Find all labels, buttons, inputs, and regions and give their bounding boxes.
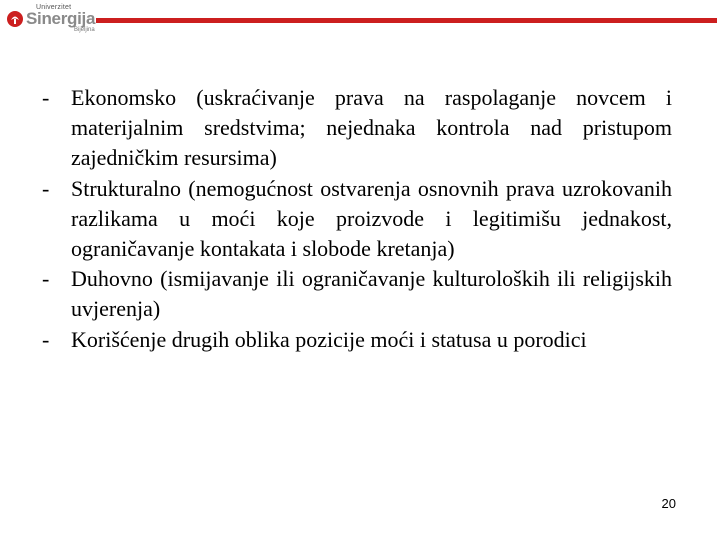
bullet-marker: - [42, 326, 50, 352]
bullet-text-structural: Strukturalno (nemogućnost ostvarenja osnovnih prava uzrokovanih razlikama u moći koje proizvode i legitimišu jednakost, ograničavanje kontakata i slobode kretanja) [71, 175, 672, 262]
bullet-text-status: Korišćenje drugih oblika pozicije moći i statusa u porodici [71, 326, 587, 352]
logo-subtext: Bijeljina [74, 27, 95, 33]
list-item [40, 325, 672, 355]
bullet-text-economic: Ekonomsko (uskraćivanje prava na raspolaganje novcem i materijalnim sredstvima; nejednaka kontrola nad pristupom zajedničkim resursima) [71, 85, 672, 171]
slide-header [0, 0, 720, 40]
list-item [40, 174, 672, 265]
university-logo [6, 4, 98, 34]
logo-name: Sinergija [26, 9, 96, 28]
bullet-text-spiritual: Duhovno (ismijavanje ili ograničavanje kulturoloških ili religijskih uvjerenja) [71, 266, 672, 322]
list-item [40, 264, 672, 324]
logo-top-text: Univerzitet [36, 4, 72, 11]
logo-emblem-icon [6, 10, 24, 28]
bullet-marker: - [42, 175, 50, 201]
bullet-marker: - [42, 85, 50, 110]
list-item [40, 83, 672, 174]
header-rule [96, 18, 717, 23]
bullet-list [40, 83, 672, 355]
page-number: 20 [661, 496, 676, 511]
bullet-marker: - [42, 266, 50, 292]
